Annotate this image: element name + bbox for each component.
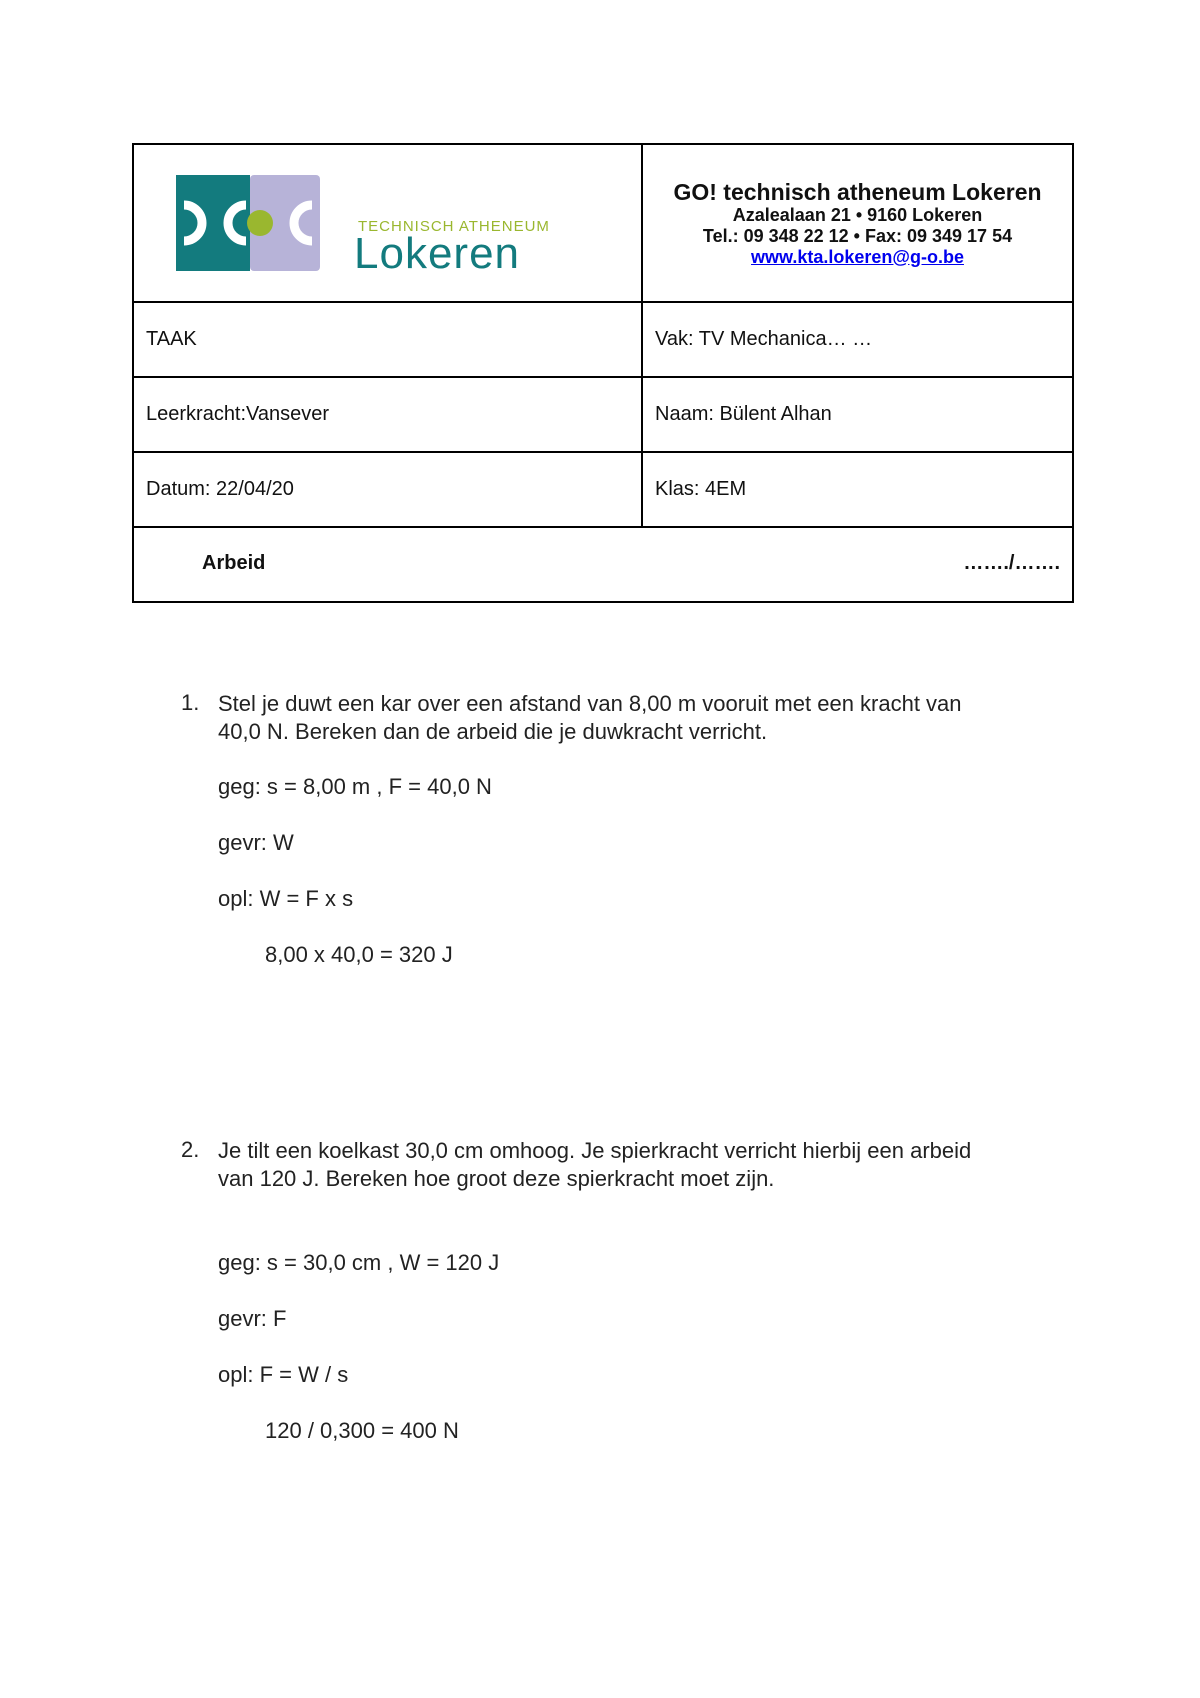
question-2-gegeven: geg: s = 30,0 cm , W = 120 J	[218, 1250, 500, 1275]
logo-caption-top: TECHNISCH ATHENEUM	[358, 218, 550, 235]
question-1-line-2: 40,0 N. Bereken dan de arbeid die je duwkracht verricht.	[218, 719, 768, 744]
score-field: ……./…….	[963, 552, 1060, 574]
vak-cell: Vak: TV Mechanica… …	[642, 302, 1073, 377]
question-2-oplossing: opl: F = W / s	[218, 1362, 349, 1387]
question-2-number: 2.	[181, 1137, 200, 1162]
school-phone-fax: Tel.: 09 348 22 12 • Fax: 09 349 17 54	[702, 225, 1013, 246]
naam-cell: Naam: Bülent Alhan	[642, 377, 1073, 452]
question-1-gegeven: geg: s = 8,00 m , F = 40,0 N	[218, 774, 492, 799]
question-1-line-1: Stel je duwt een kar over een afstand van 8,00 m vooruit met een kracht van	[218, 691, 962, 716]
question-2-line-1: Je tilt een koelkast 30,0 cm omhoog. Je spierkracht verricht hierbij een arbeid	[218, 1138, 972, 1163]
taak-cell: TAAK	[133, 302, 642, 377]
question-2-berekening: 120 / 0,300 = 400 N	[265, 1418, 459, 1443]
question-1-oplossing: opl: W = F x s	[218, 886, 354, 911]
question-2-gevraagd: gevr: F	[218, 1306, 287, 1331]
topic-title: Arbeid	[202, 552, 266, 574]
question-1-berekening: 8,00 x 40,0 = 320 J	[265, 942, 453, 967]
leerkracht-cell: Leerkracht:Vansever	[133, 377, 642, 452]
school-address: Azalealaan 21 • 9160 Lokeren	[732, 205, 983, 226]
question-1-gevraagd: gevr: W	[218, 830, 294, 855]
question-2-line-2: van 120 J. Bereken hoe groot deze spierkracht moet zijn.	[218, 1166, 775, 1191]
klas-cell: Klas: 4EM	[642, 452, 1073, 527]
question-1-number: 1.	[181, 690, 200, 715]
logo-caption-main: Lokeren	[354, 229, 521, 278]
school-email-link[interactable]: www.kta.lokeren@g-o.be	[751, 246, 964, 267]
school-name: GO! technisch atheneum Lokeren	[673, 178, 1042, 205]
datum-cell: Datum: 22/04/20	[133, 452, 642, 527]
